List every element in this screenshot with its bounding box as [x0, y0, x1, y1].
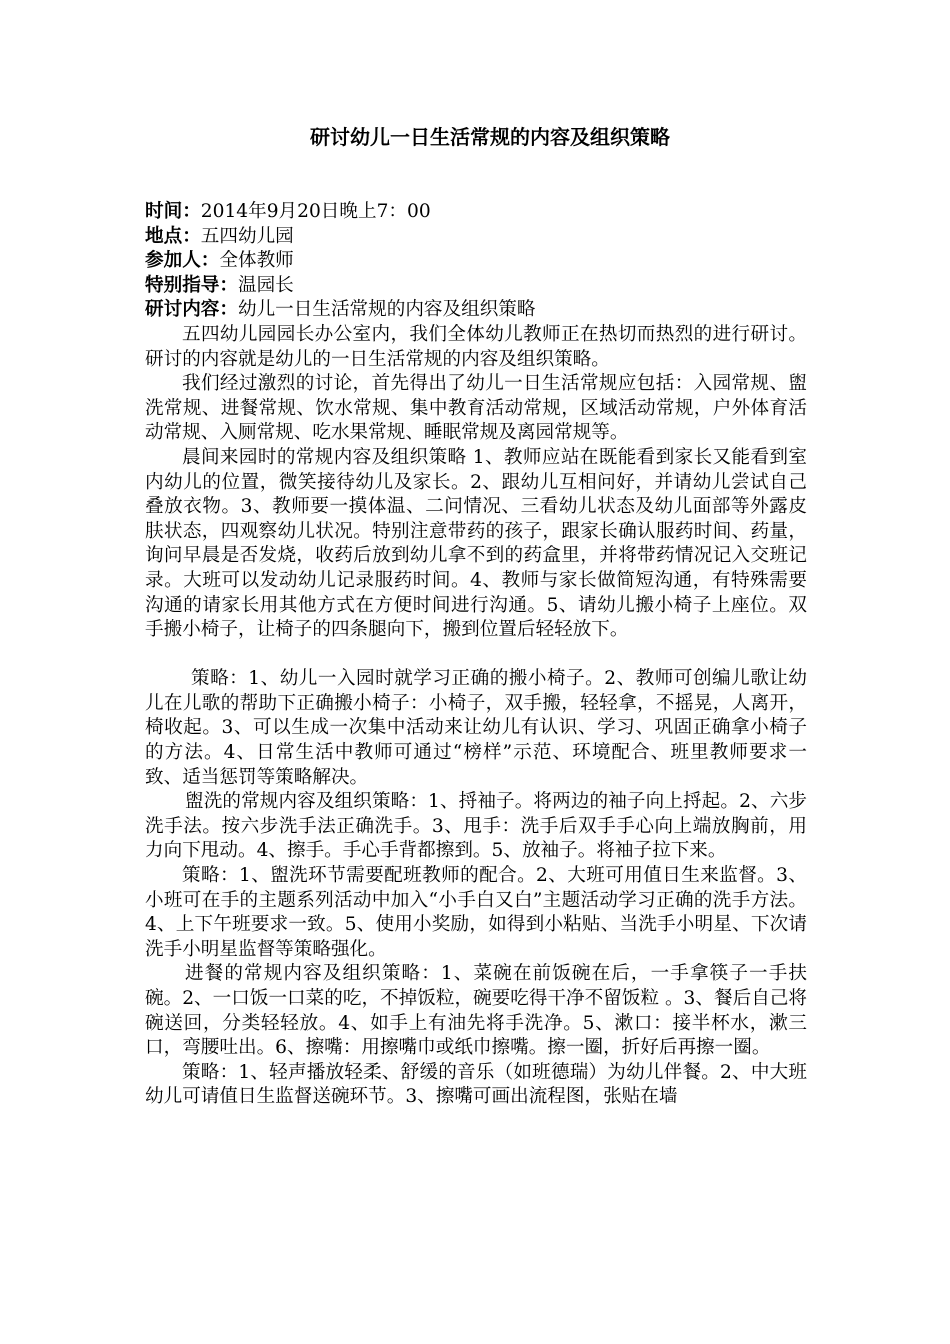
paragraph-intro: 五四幼儿园园长办公室内，我们全体幼儿教师正在热切而热烈的进行研讨。研讨的内容就是幼儿的一日生活常规的内容及组织策略。: [145, 323, 807, 370]
meta-topic-value: 幼儿一日生活常规的内容及组织策略: [237, 299, 536, 321]
document-body: [145, 200, 807, 1110]
meta-participants-value: 全体教师: [219, 250, 294, 272]
paragraph-morning-strategy: 策略：1、幼儿一入园时就学习正确的搬小椅子。2、教师可创编儿歌让幼儿在儿歌的帮助下正确搬小椅子：小椅子，双手搬，轻轻拿，不摇晃，人离开，椅收起。3、可以生成一次集中活动来让幼儿有认识、学习、巩固正确拿小椅子的方法。4、日常生活中教师可通过“榜样”示范、环境配合、班里教师要求一致、适当惩罚等策略解决。: [145, 668, 807, 788]
meta-location: [145, 225, 807, 250]
meta-time: [145, 200, 807, 225]
meta-location-value: 五四幼儿园: [200, 225, 294, 247]
blank-line: [145, 643, 807, 668]
paragraph-meal-strategy: 策略：1、轻声播放轻柔、舒缓的音乐（如班德瑞）为幼儿伴餐。2、中大班幼儿可请值日生监督送碗环节。3、擦嘴可画出流程图，张贴在墙: [145, 1061, 807, 1108]
meta-time-label: 时间：: [145, 201, 201, 222]
meta-guidance-label: 特别指导：: [145, 274, 238, 296]
meta-time-value: 2014年9月20日晚上7：00: [200, 201, 431, 222]
meta-guidance: [145, 274, 807, 299]
meta-guidance-value: 温园长: [237, 274, 294, 296]
paragraph-washing-strategy: 策略：1、盥洗环节需要配班教师的配合。2、大班可用值日生来监督。3、小班可在手的主题系列活动中加入“小手白又白”主题活动学习正确的洗手方法。4、上下午班要求一致。5、使用小奖励，如得到小粘贴、当洗手小明星、下次请洗手小明星监督等策略强化。: [145, 865, 807, 960]
paragraph-routine-list: 我们经过激烈的讨论，首先得出了幼儿一日生活常规应包括：入园常规、盥洗常规、进餐常规、饮水常规、集中教育活动常规，区域活动常规，户外体育活动常规、入厕常规、吃水果常规、睡眠常规及离园常规等。: [145, 373, 807, 444]
paragraph-washing-routine: 盥洗的常规内容及组织策略：1、捋袖子。将两边的袖子向上捋起。2、六步洗手法。按六步洗手法正确洗手。3、甩手：洗手后双手手心向上端放胸前，用力向下甩动。4、擦手。手心手背都擦到。5、放袖子。将袖子拉下来。: [145, 791, 807, 862]
document-title: 研讨幼儿一日生活常规的内容及组织策略: [310, 125, 670, 149]
meta-participants: [145, 249, 807, 274]
paragraph-meal-routine: 进餐的常规内容及组织策略：1、菜碗在前饭碗在后，一手拿筷子一手扶碗。2、一口饭一口菜的吃，不掉饭粒，碗要吃得干净不留饭粒 。3、餐后自己将碗送回，分类轻轻放。4、如手上有油先将手洗净。5、漱口：接半杯水，漱三口，弯腰吐出。6、擦嘴：用擦嘴巾或纸巾擦嘴。擦一圈，折好后再擦一圈。: [145, 963, 807, 1059]
meta-location-label: 地点：: [145, 225, 201, 247]
meta-topic: [145, 298, 807, 323]
meta-participants-label: 参加人：: [145, 250, 220, 272]
meta-topic-label: 研讨内容：: [145, 299, 238, 321]
paragraph-morning-arrival: 晨间来园时的常规内容及组织策略 1、教师应站在既能看到家长又能看到室内幼儿的位置，微笑接待幼儿及家长。2、跟幼儿互相问好，并请幼儿尝试自己叠放衣物。3、教师要一摸体温、二问情况、三看幼儿状态及幼儿面部等外露皮肤状态，四观察幼儿状况。特别注意带药的孩子，跟家长确认服药时间、药量，询问早晨是否发烧，收药后放到幼儿拿不到的药盒里，并将带药情况记入交班记录。大班可以发动幼儿记录服药时间。4、教师与家长做简短沟通，有特殊需要沟通的请家长用其他方式在方便时间进行沟通。5、请幼儿搬小椅子上座位。双手搬小椅子，让椅子的四条腿向下，搬到位置后轻轻放下。: [145, 446, 807, 641]
